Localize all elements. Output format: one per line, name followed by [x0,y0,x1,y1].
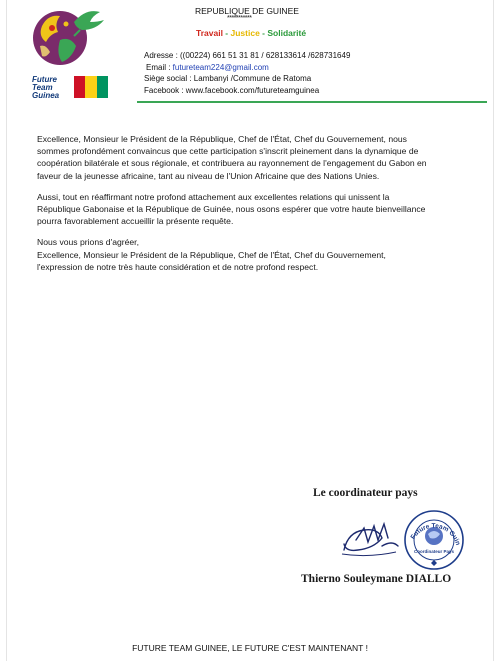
letter-line: l'expression de notre très haute considération et de notre profond respect. [37,261,319,272]
letter-body [37,133,487,282]
email-link[interactable]: futureteam224@gmail.com [172,62,269,72]
letter-line: Excellence, Monsieur le Président de la République, Chef de l'État, Chef du Gouvernement, [37,249,386,260]
contact-facebook: Facebook : www.facebook.com/futureteamguinea [144,85,320,95]
letter-line: sommes profondément convaincus que cette participation s'inscrit pleinement dans la dynamique de [37,146,419,157]
footer-slogan: FUTURE TEAM GUINEE, LE FUTURE C'EST MAINTENANT ! [132,643,368,653]
header-title: REPUBLIQUE DE GUINEE [195,6,299,16]
organization-logo [26,6,110,100]
signatory-title: Le coordinateur pays [313,487,418,499]
letter-line: Nous vous prions d'agréer, [37,237,139,248]
letter-line: République Gabonaise et la République de Guinée, nous osons espérer que votre haute bienveillance [37,204,426,215]
header-divider [137,101,487,103]
header-stars: *********** [227,15,252,22]
letter-paragraph-3 [37,236,487,273]
signatory-name: Thierno Souleymane DIALLO [301,573,452,585]
motto-travail: Travail [196,28,223,38]
letter-paragraph-2 [37,191,487,228]
logo-text-line: Guinea [32,91,60,100]
motto-separator: - [222,28,231,38]
contact-address: Adresse : ((00224) 661 51 31 81 / 628133614 /628731649 [144,51,351,60]
contact-block [144,50,350,96]
motto-separator: - [259,28,268,38]
logo-globe-dove-icon [30,6,106,68]
logo-text [32,76,72,100]
stamp-inner-text: Coordinateur Pays [413,549,455,554]
guinea-flag-icon [74,76,108,98]
contact-office: Siège social : Lambanyi /Commune de Ratoma [144,74,312,83]
letter-line: faveur de la jeunesse africaine, tant au niveau de l'Union Africaine que des Nations Unies. [37,170,380,181]
logo-text-line: Team [32,83,53,92]
logo-text-line: Future [32,75,57,84]
national-motto [196,28,306,38]
letter-paragraph-1 [37,133,487,182]
email-label: Email : [146,62,173,72]
svg-text:Future Team Guinea [338,510,461,546]
motto-justice: Justice [230,28,260,38]
stamp-ring-text: Future Team Guin [409,522,462,547]
letter-line: pourra favorablement accueillir la présente requête. [37,216,234,227]
letter-line: Aussi, tout en réaffirmant notre profond attachement aux excellentes relations qui unissent la [37,191,390,202]
letter-line: coopération bilatérale et sous régionale, et contribuera au rayonnement de l'engagement du Gabon en [37,158,427,169]
motto-solidarite: Solidarité [267,28,307,38]
letter-line: Excellence, Monsieur le Président de la République, Chef de l'État, Chef du Gouvernement, nous [37,134,407,144]
contact-email [144,62,350,74]
signature-stamp-icon [338,510,468,572]
